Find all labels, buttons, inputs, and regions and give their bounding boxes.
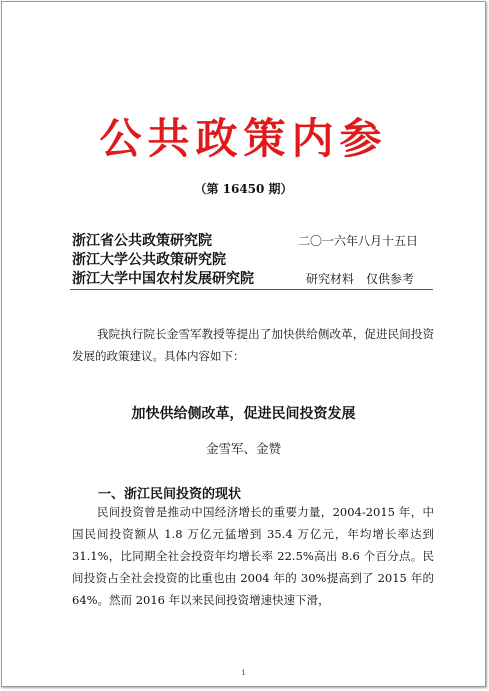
document-title: 公共政策内参 [99,114,388,163]
section-heading: 一、浙江民间投资的现状 [98,487,242,502]
institution-2: 浙江大学公共政策研究院 [72,252,226,268]
page-number: 1 [241,669,246,677]
institution-1: 浙江省公共政策研究院 [72,233,212,249]
issue-number: （第 16450 期） [194,182,293,196]
classification-note: 研究材料 仅供参考 [306,272,415,286]
essay-authors: 金雪军、金赞 [205,441,281,456]
issue-date: 二〇一六年八月十五日 [298,234,419,248]
body-paragraph: 民间投资曾是推动中国经济增长的重要力量，2004-2015 年，中国民间投资额从 1.8 万亿元猛增到 35.4 万亿元，年均增长率达到 31.1%，比同期全社会投资年均增长率 22.5%高出 8.6 个百分点。民间投资占全社会投资的比重也由 2004 年的 30%提高到了 2015 年的 64%。然而 2016 年以来民间投资增速快速下滑， [72,505,434,607]
document-page [1,1,486,687]
essay-title: 加快供给侧改革，促进民间投资发展 [131,406,356,422]
intro-paragraph: 我院执行院长金雪军教授等提出了加快供给侧改革，促进民间投资发展的政策建议。具体内容如下： [72,327,434,363]
institution-3: 浙江大学中国农村发展研究院 [72,271,254,287]
red-separator-line [70,289,433,290]
